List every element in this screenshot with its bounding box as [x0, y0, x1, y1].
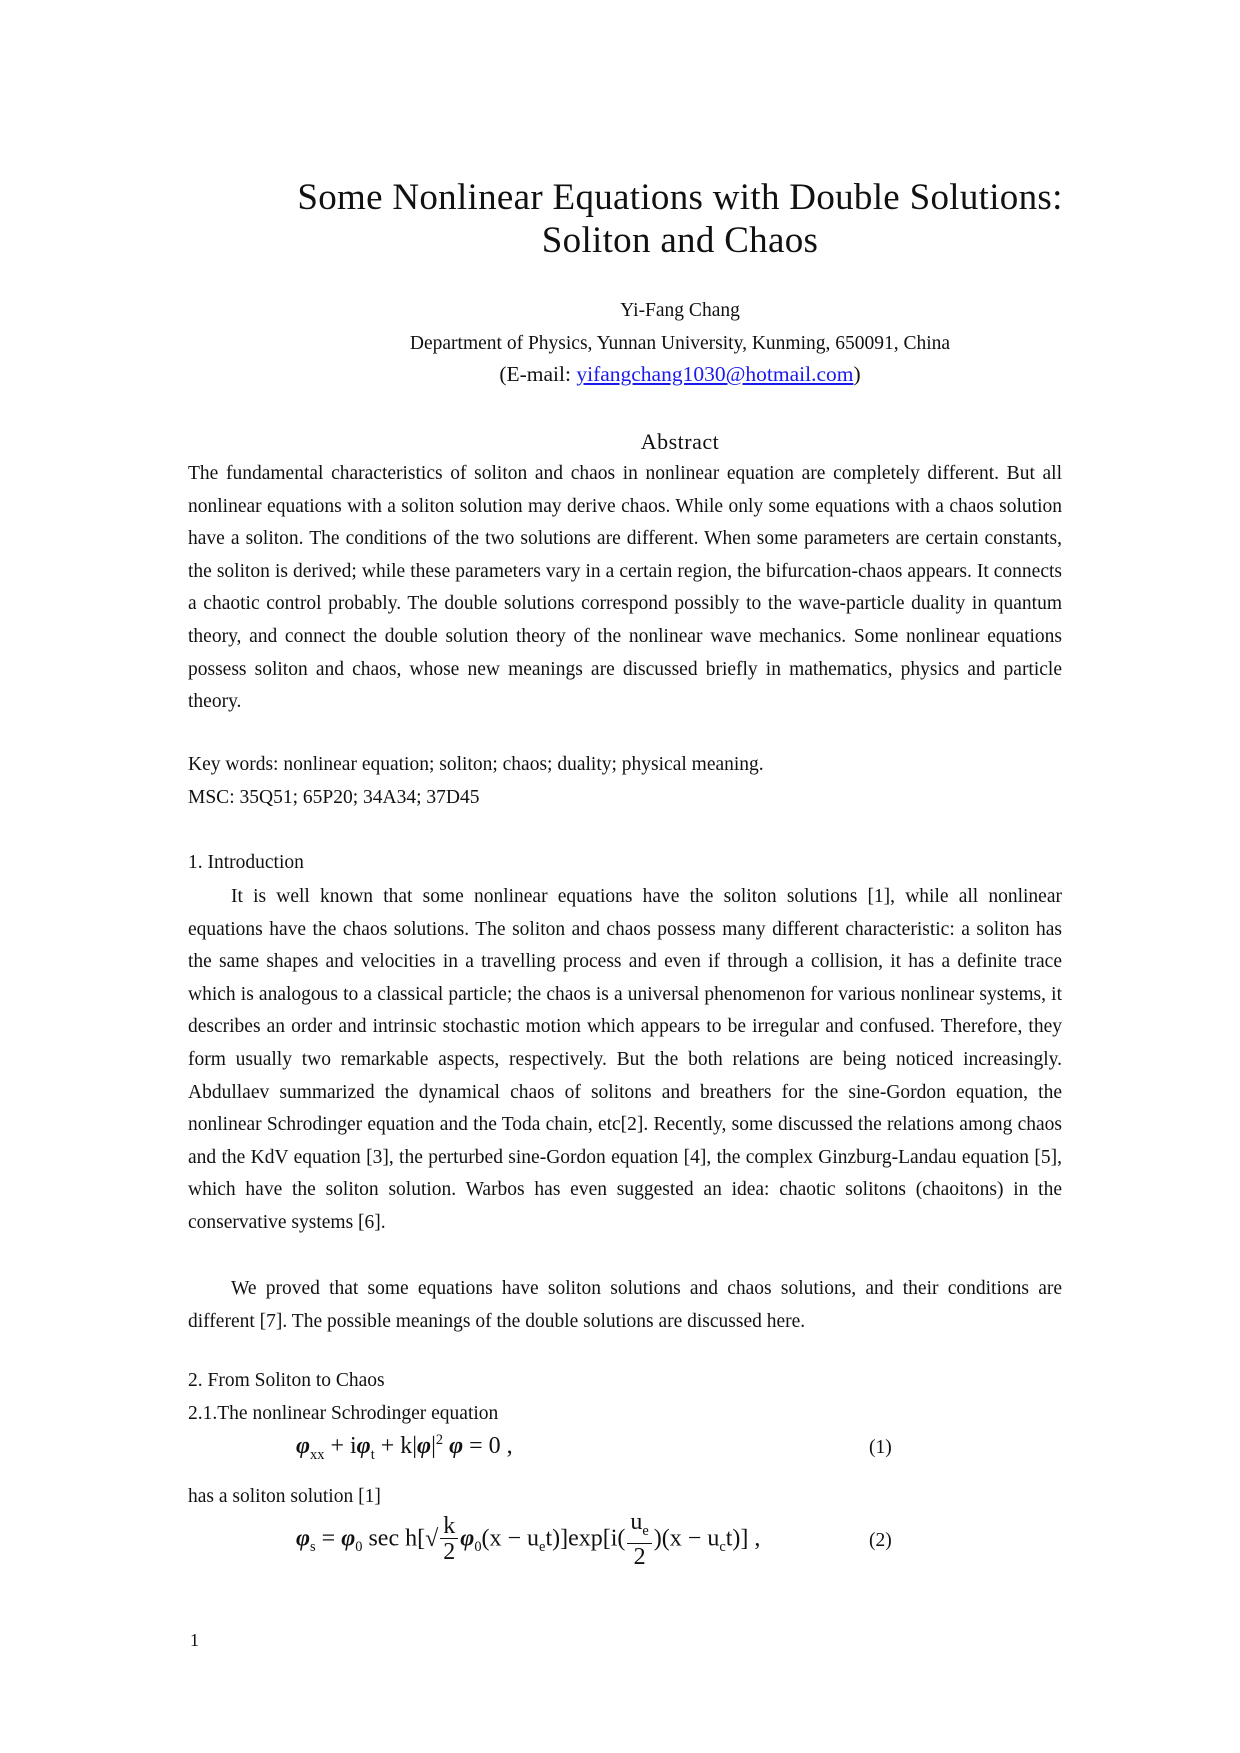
title-line-1: Some Nonlinear Equations with Double Solutions: — [297, 177, 1063, 218]
author-email-line — [150, 362, 1210, 387]
email-suffix: ) — [853, 362, 861, 386]
msc-codes: MSC: 35Q51; 65P20; 34A34; 37D45 — [188, 787, 480, 808]
equation-2-number: (2) — [869, 1530, 892, 1551]
soliton-solution-text: has a soliton solution [1] — [188, 1486, 381, 1507]
author-name: Yi-Fang Chang — [620, 300, 740, 321]
equation-2: $\varphi_s = \varphi_0$ sec h[√ $\frac{k}{2}$ $\varphi_0(x - u_et)]\exp[i$( $\frac{u_e}{2}$ )$(x - u_ct)$] , — [296, 1509, 761, 1570]
subsection-2-1-heading: 2.1.The nonlinear Schrodinger equation — [188, 1403, 499, 1424]
email-link[interactable]: yifangchang1030@hotmail.com — [576, 362, 854, 386]
equation-1-number: (1) — [869, 1437, 892, 1458]
email-prefix: (E-mail: — [499, 362, 577, 386]
abstract-heading: Abstract — [640, 429, 720, 454]
title-line-2: Soliton and Chaos — [541, 220, 819, 261]
equation-1: $\varphi_{xx} + i\varphi_t + k|\varphi|^2$ φ = 0 , — [296, 1432, 513, 1463]
fraction-k-over-2: $\frac{k}{2}$ — [440, 1514, 458, 1565]
section-1-heading: 1. Introduction — [188, 852, 304, 873]
fraction-ue-over-2: $\frac{u_e}{2}$ — [627, 1510, 651, 1570]
keywords: Key words: nonlinear equation; soliton; chaos; duality; physical meaning. — [188, 754, 764, 775]
section-1-paragraph-1: It is well known that some nonlinear equations have the soliton solutions [1], while all nonlinear equations have the chaos solutions. The soliton and chaos possess many different characteristic: a soliton has the same shapes and velocities in a travelling process and even if through a collision, it has a definite trace which is analogous to a classical particle; the chaos is a universal phenomenon for various nonlinear systems, it describes an order and intrinsic stochastic motion which appears to be irregular and confused. Therefore, they form usually two remarkable aspects, respectively. But the both relations are being noticed increasingly. Abdullaev summarized the dynamical chaos of solitons and breathers for the sine-Gordon equation, the nonlinear Schrodinger equation and the Toda chain, etc[2]. Recently, some discussed the relations among chaos and the KdV equation [3], the perturbed sine-Gordon equation [4], the complex Ginzburg-Landau equation [5], which have the soliton solution. Warbos has even suggested an idea: chaotic solitons (chaoitons) in the conservative systems [6]. — [188, 886, 1062, 1233]
paper-title — [150, 176, 1210, 262]
abstract-text: The fundamental characteristics of soliton and chaos in nonlinear equation are completely different. But all nonlinear equations with a soliton solution may derive chaos. While only some equations with a chaos solution have a soliton. The conditions of the two solutions are different. When some parameters are certain constants, the soliton is derived; while these parameters vary in a certain region, the bifurcation-chaos appears. It connects a chaotic control probably. The double solutions correspond possibly to the wave-particle duality in quantum theory, and connect the double solution theory of the nonlinear wave mechanics. Some nonlinear equations possess soliton and chaos, whose new meanings are discussed briefly in mathematics, physics and particle theory. — [188, 463, 1062, 713]
section-1-paragraph-2: We proved that some equations have soliton solutions and chaos solutions, and their conditions are different [7]. The possible meanings of the double solutions are discussed here. — [188, 1278, 1062, 1332]
author-affiliation: Department of Physics, Yunnan University, Kunming, 650091, China — [409, 333, 951, 354]
sqrt-symbol: √ — [425, 1526, 439, 1553]
page-number: 1 — [190, 1630, 199, 1650]
section-2-heading: 2. From Soliton to Chaos — [188, 1370, 385, 1391]
